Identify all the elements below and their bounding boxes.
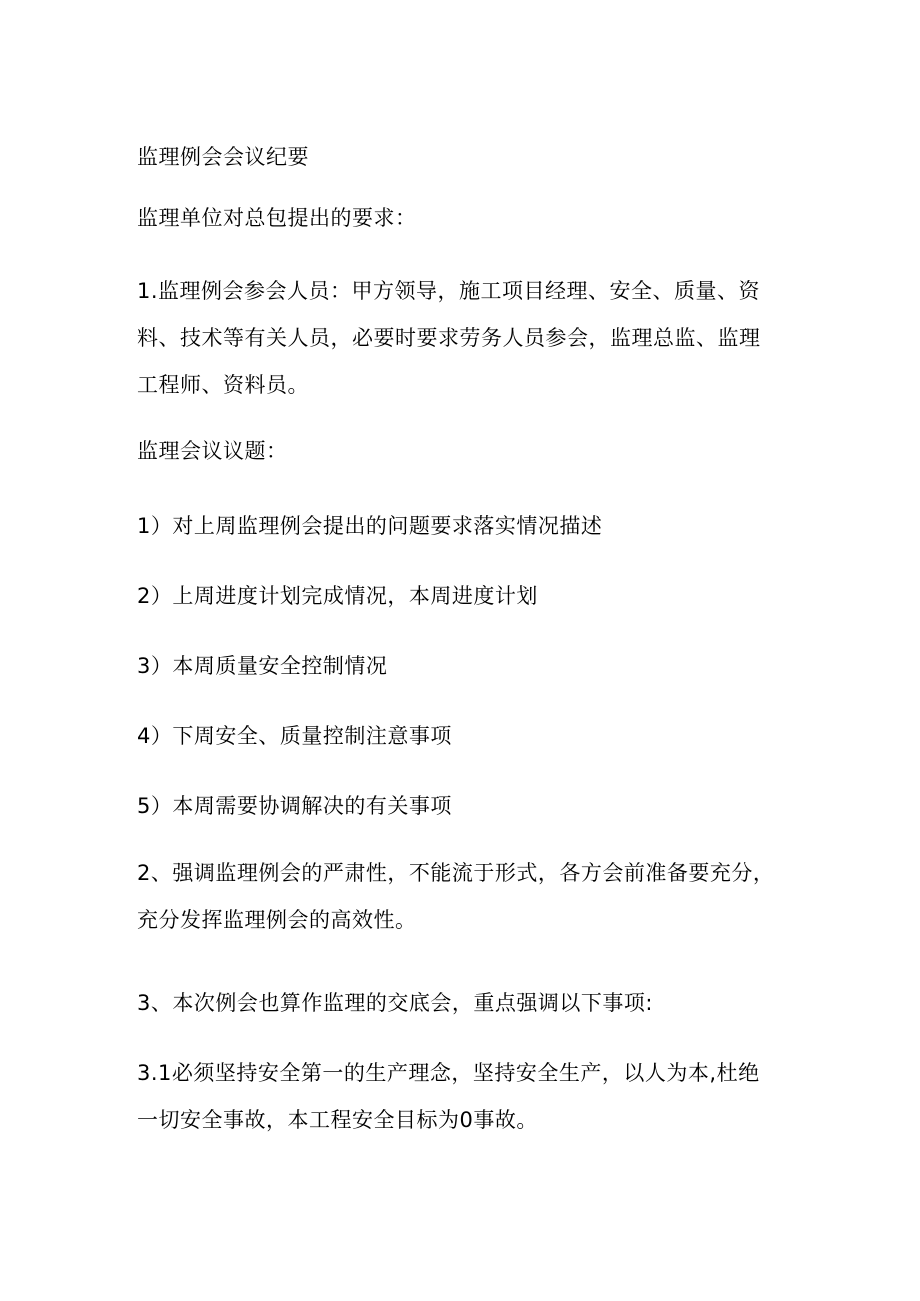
topic-item-text: 5）本周需要协调解决的有关事项	[137, 794, 452, 818]
item-3-1-line: 3.1必须坚持安全第一的生产理念，坚持安全生产，以人为本,杜绝	[137, 1061, 760, 1085]
item-2-line: 充分发挥监理例会的高效性。	[137, 908, 417, 932]
item-2-paragraph	[137, 850, 797, 944]
requirements-heading-text: 监理单位对总包提出的要求：	[137, 206, 417, 230]
document-title	[137, 134, 797, 181]
topic-item-text: 3）本周质量安全控制情况	[137, 654, 388, 678]
title-text: 监理例会会议纪要	[137, 145, 309, 169]
topic-item	[137, 503, 797, 550]
item-1-line: 1.监理例会参会人员：甲方领导，施工项目经理、安全、质量、资	[137, 279, 761, 303]
item-3-text: 3、本次例会也算作监理的交底会，重点强调以下事项:	[137, 991, 653, 1015]
item-3-1-line: 一切安全事故，本工程安全目标为0事故。	[137, 1108, 538, 1132]
requirements-heading	[137, 195, 797, 242]
topic-item	[137, 573, 797, 620]
item-1-line: 料、技术等有关人员，必要时要求劳务人员参会，监理总监、监理	[137, 326, 761, 350]
topic-item	[137, 713, 797, 760]
item-1-line: 工程师、资料员。	[137, 373, 309, 397]
topics-heading	[137, 428, 797, 475]
topic-item	[137, 783, 797, 830]
topic-item-text: 4）下周安全、质量控制注意事项	[137, 724, 452, 748]
topic-item	[137, 643, 797, 690]
topics-heading-text: 监理会议议题：	[137, 439, 288, 463]
topic-item-text: 2）上周进度计划完成情况，本周进度计划	[137, 584, 538, 608]
topic-item-text: 1）对上周监理例会提出的问题要求落实情况描述	[137, 514, 603, 538]
item-2-line: 2、强调监理例会的严肃性，不能流于形式，各方会前准备要充分，	[137, 861, 775, 885]
item-3-paragraph	[137, 980, 797, 1027]
item-1-paragraph	[137, 268, 797, 409]
item-3-1-paragraph	[137, 1050, 797, 1144]
